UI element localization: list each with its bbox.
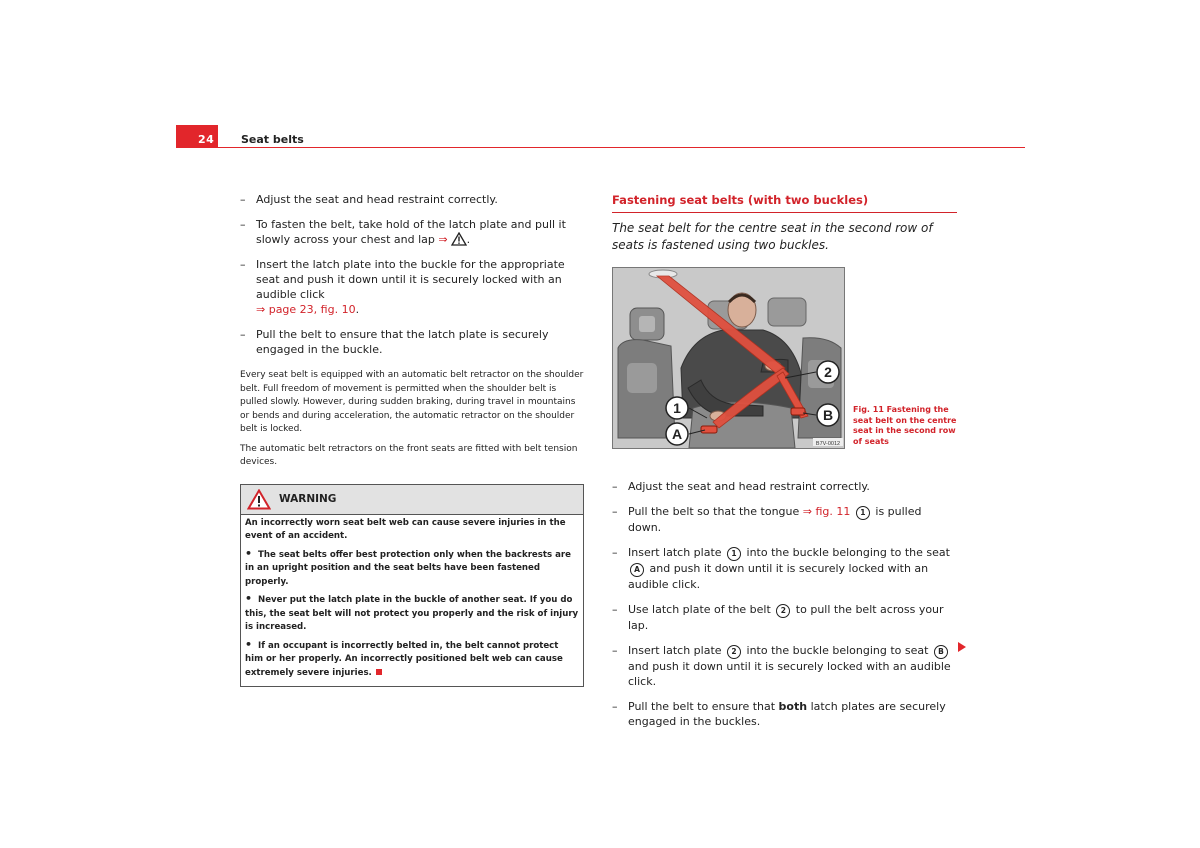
list-item: – Insert the latch plate into the buckle for the appropriate seat and push it down until it is securely locked with an audible click ⇒ page 23, fig. 10.: [240, 257, 585, 317]
callout-1: [666, 397, 688, 419]
left-steps-list: [240, 192, 585, 357]
figure-caption: Fig. 11 Fastening the seat belt on the centre seat in the second row of seats: [853, 405, 957, 446]
figure-illustration: [612, 267, 845, 449]
marker-1: 1: [856, 506, 870, 520]
svg-text:B: B: [822, 407, 834, 423]
paragraph: The automatic belt retractors on the front seats are fitted with belt tension devices.: [240, 443, 578, 467]
list-item: – Pull the belt to ensure that both latch plates are securely engaged in the buckles.: [612, 699, 957, 729]
list-item: – Use latch plate of the belt 2 to pull the belt across your lap.: [612, 602, 957, 633]
seat-belt-illustration: [613, 268, 844, 448]
marker-2: 2: [776, 604, 790, 618]
list-item: – Insert latch plate 2 into the buckle belonging to seat B and push it down until it is securely locked with an audible click.: [612, 643, 957, 689]
list-item: – To fasten the belt, take hold of the latch plate and pull it slowly across your chest and lap ⇒ .: [240, 217, 585, 247]
marker-a: A: [630, 563, 644, 577]
marker-b: B: [934, 645, 948, 659]
right-column: [612, 192, 957, 739]
section-title: Seat belts: [241, 133, 304, 146]
page-number-box: [176, 125, 218, 148]
warning-triangle-icon: [451, 232, 467, 246]
emphasis: both: [778, 700, 808, 713]
callout-2: [817, 361, 839, 383]
page-number: 24: [198, 133, 215, 146]
warning-triangle-icon: [247, 489, 271, 510]
warning-bullet: • Never put the latch plate in the buckle of another seat. If you do this, the seat belt will not protect you properly and the risk of injury is increased.: [245, 592, 579, 635]
cross-reference-link[interactable]: ⇒ page 23, fig. 10: [256, 303, 356, 316]
svg-text:2: 2: [824, 364, 832, 380]
warning-bullet: • The seat belts offer best protection only when the backrests are in an upright position and the seat belts have been fastened properly.: [245, 547, 579, 590]
warning-intro: An incorrectly worn seat belt web can cause severe injuries in the event of an accident.: [245, 517, 566, 541]
marker-2: 2: [727, 645, 741, 659]
header-rule: [218, 147, 1025, 148]
warning-box: [240, 484, 584, 688]
section-heading: Fastening seat belts (with two buckles): [612, 192, 957, 213]
figure-code: B7V-0012: [815, 441, 841, 447]
warning-label: WARNING: [279, 493, 337, 505]
callout-a: [666, 423, 688, 445]
warning-bullet: • If an occupant is incorrectly belted in, the belt cannot protect him or her properly. An incorrectly positioned belt web can cause extremely severe injuries.: [245, 638, 579, 681]
right-steps-list: [612, 479, 957, 729]
paragraph: Every seat belt is equipped with an automatic belt retractor on the shoulder belt. Full freedom of movement is permitted when the shoulder belt is pulled slowly. However, during sudden braking, during travel in mountains or bends and during acceleration, the automatic retractor on the shoulder belt is locked.: [240, 370, 584, 434]
cross-reference-link[interactable]: ⇒ fig. 11: [802, 505, 851, 518]
list-item: – Adjust the seat and head restraint correctly.: [240, 192, 585, 207]
svg-text:1: 1: [673, 400, 681, 416]
cross-reference-link[interactable]: ⇒: [438, 233, 448, 246]
list-item: – Pull the belt so that the tongue ⇒ fig. 11 1 is pulled down.: [612, 504, 957, 535]
warning-header: [241, 485, 583, 515]
figure: [612, 267, 957, 467]
svg-text:A: A: [671, 426, 683, 442]
list-item: – Adjust the seat and head restraint correctly.: [612, 479, 957, 494]
left-column: [240, 192, 585, 687]
section-end-marker: [376, 669, 382, 675]
intro-text: The seat belt for the centre seat in the second row of seats is fastened using two buckles.: [612, 221, 933, 252]
warning-body: [241, 515, 583, 687]
list-item: – Pull the belt to ensure that the latch plate is securely engaged in the buckle.: [240, 327, 585, 357]
marker-1: 1: [727, 547, 741, 561]
continue-arrow-icon: [958, 642, 966, 652]
callout-b: [817, 404, 839, 426]
list-item: – Insert latch plate 1 into the buckle belonging to the seat A and push it down until it is securely locked with an audible click.: [612, 545, 957, 592]
